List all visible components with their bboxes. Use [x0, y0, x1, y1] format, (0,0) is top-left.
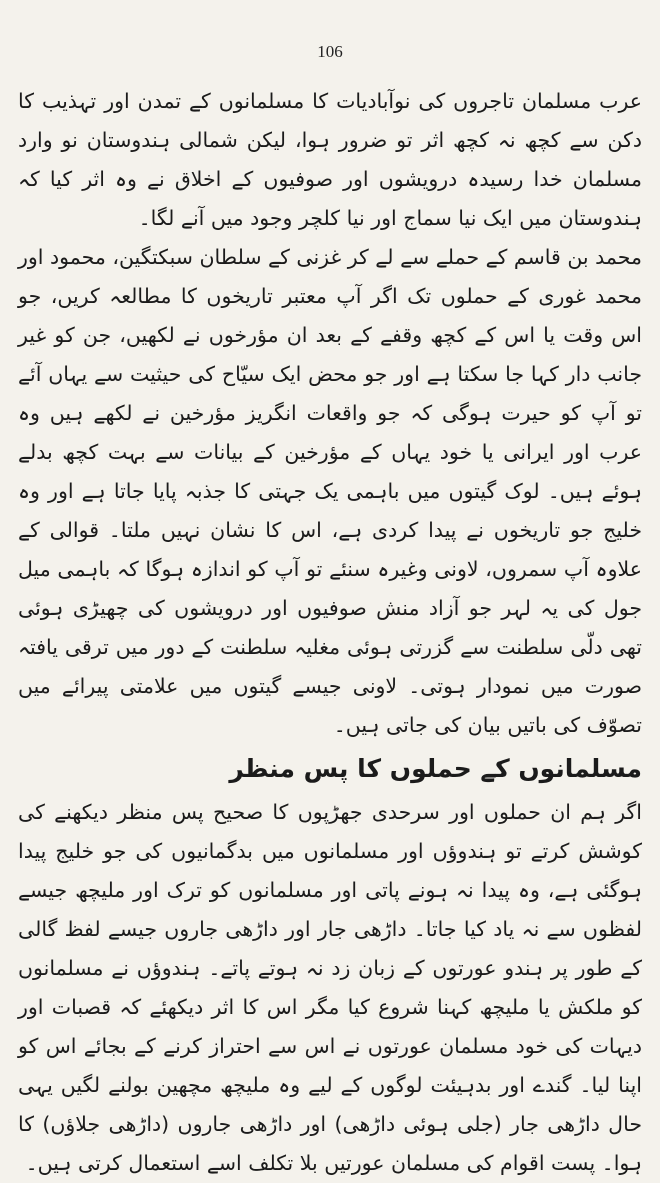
paragraph-2: محمد بن قاسم کے حملے سے لے کر غزنی کے سلطان سبکتگین، محمود اور محمد غوری کے حملوں تک اگر آپ معتبر تاریخوں کا مطالعہ کریں، جو اس وقت یا اس کے کچھ وقفے کے بعد ان مؤرخوں نے لکھیں، جن کو غیر جانب دار کہا جا سکتا ہے اور جو محض ایک سیّاح کی حیثیت سے یہاں آئے تو آپ کو حیرت ہوگی کہ جو واقعات انگریز مؤرخین نے لکھے ہیں وہ عرب اور ایرانی یا خود یہاں کے مؤرخین کے بیانات سے بہت کچھ بدلے ہوئے ہیں۔ لوک گیتوں میں باہمی یک جہتی کا جذبہ پایا جاتا ہے اور وہ خلیج جو تاریخوں نے پیدا کردی ہے، اس کا نشان نہیں ملتا۔ قوالی کے علاوہ آپ سمروں، لاونی وغیرہ سنئے تو آپ کو اندازہ ہوگا کہ باہمی میل جول کی یہ لہر جو آزاد منش صوفیوں اور درویشوں کی چھیڑی ہوئی تھی دلّی سلطنت سے گزرتی ہوئی مغلیہ سلطنت کے دور میں ترقی یافتہ صورت میں نمودار ہوتی۔ لاونی جیسے گیتوں میں علامتی پیرائے میں تصوّف کی باتیں بیان کی جاتی ہیں۔ — [18, 245, 642, 737]
page-number: 106 — [317, 42, 343, 61]
section-heading: مسلمانوں کے حملوں کا پس منظر — [229, 754, 642, 783]
paragraph-1: عرب مسلمان تاجروں کی نوآبادیات کا مسلمانوں کے تمدن اور تہذیب کا دکن سے کچھ نہ کچھ اثر تو ضرور ہوا، لیکن شمالی ہندوستان نو وارد مسلمان خدا رسیدہ درویشوں اور صوفیوں کے اخلاق نے وہ اثر کیا کہ ہندوستان میں ایک نیا سماج اور نیا کلچر وجود میں آنے لگا۔ — [18, 89, 642, 230]
paragraph-3: اگر ہم ان حملوں اور سرحدی جھڑپوں کا صحیح پس منظر دیکھنے کی کوشش کرتے تو ہندوؤں اور مسلمانوں میں بدگمانیوں کی جو خلیج پیدا ہوگئی ہے، وہ پیدا نہ ہونے پاتی اور مسلمانوں کو ترک اور ملیچھ جیسے لفظوں سے نہ یاد کیا جاتا۔ داڑھی جار اور داڑھی جاروں جیسے لفظ گالی کے طور پر ہندو عورتوں کے زبان زد نہ ہوتے پاتے۔ ہندوؤں نے مسلمانوں کو ملکش یا ملیچھ کہنا شروع کیا مگر اس کا اثر دیکھئے کہ قصبات اور دیہات کی خود مسلمان عورتوں نے اس سے احتراز کرنے کے بجائے اس کو اپنا لیا۔ گندے اور بدہیئت لوگوں کے لیے وہ ملیچھ مچھین بولنے لگیں یہی حال داڑھی جار (جلی ہوئی داڑھی) اور داڑھی جاروں (داڑھی جلاؤں) کا ہوا۔ پست اقوام کی مسلمان عورتیں بلا تکلف اسے استعمال کرتی ہیں۔ — [18, 800, 642, 1175]
page-body — [18, 82, 642, 1183]
